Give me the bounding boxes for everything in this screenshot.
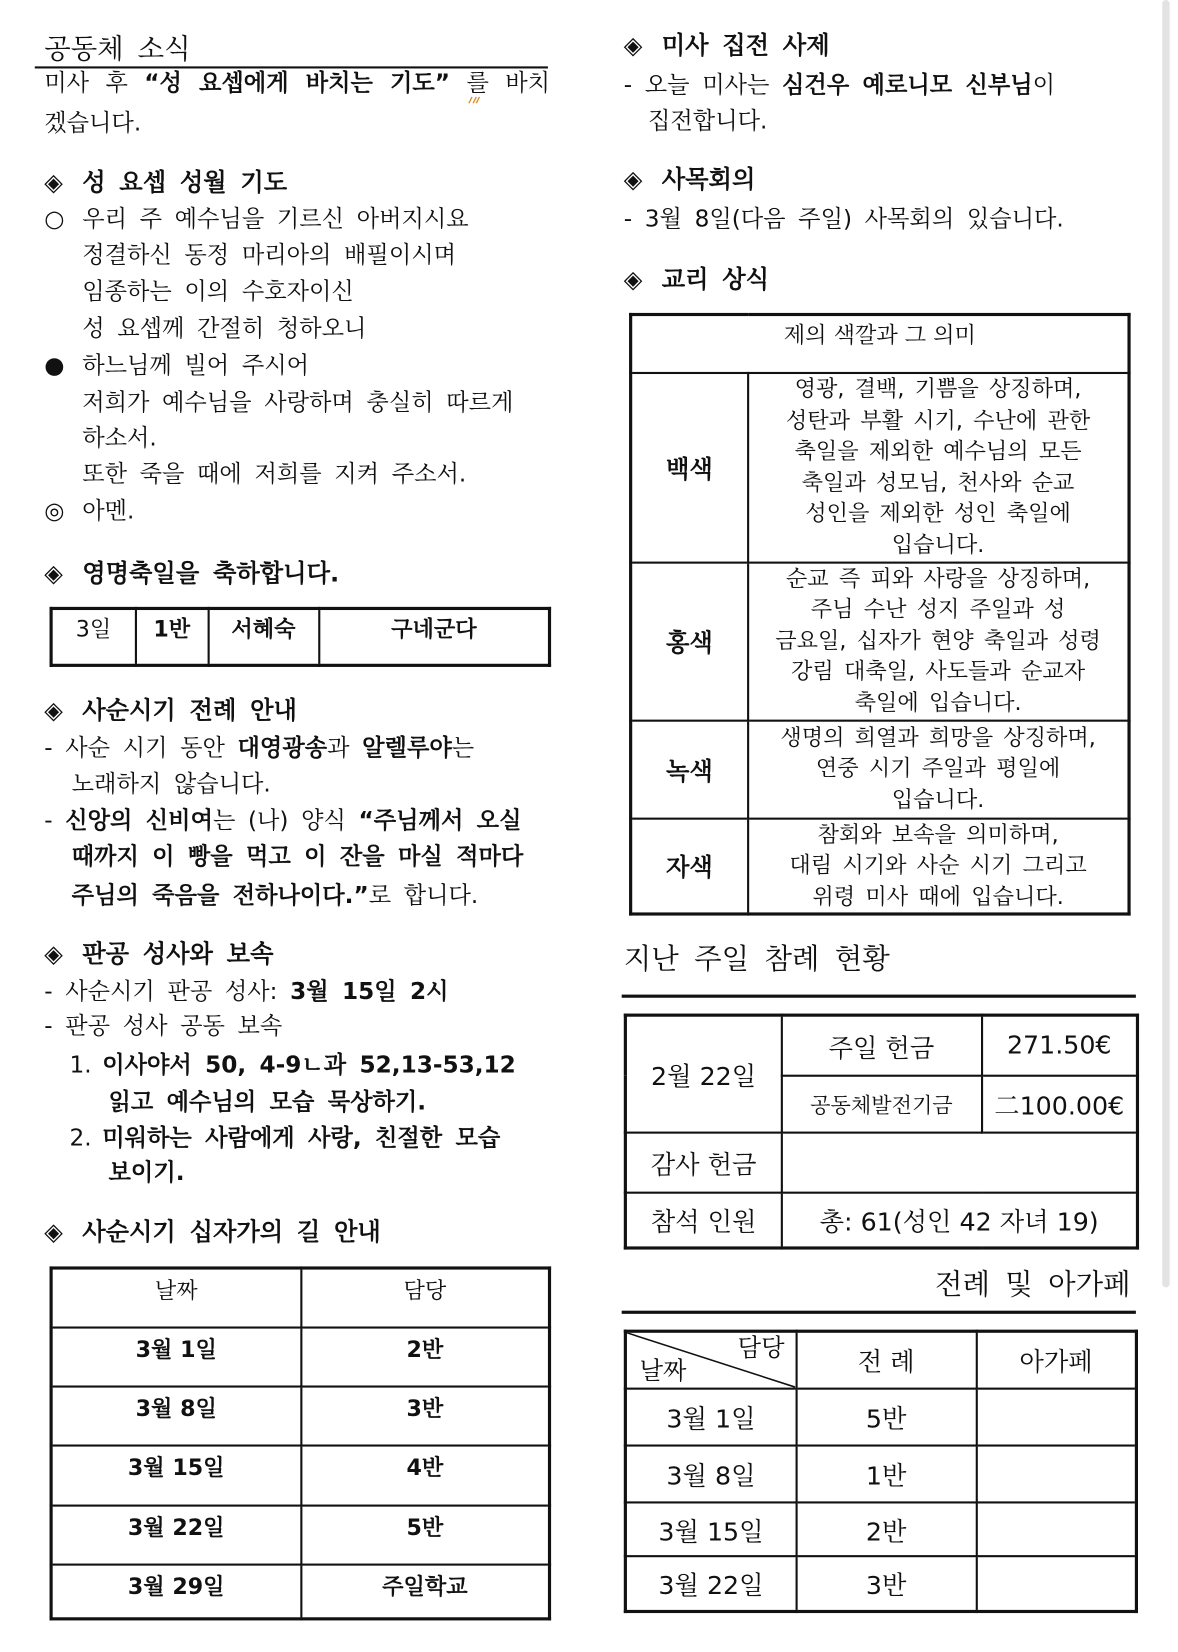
name-day-table [50, 607, 552, 667]
table-row [625, 1132, 1137, 1192]
mystery-of-faith-text: 신앙의 신비여 [65, 808, 213, 835]
diagonal-header-cell [625, 1331, 796, 1388]
filled-circle-mark: ● [44, 352, 65, 380]
penance-item-number: 2. [69, 1125, 92, 1152]
celebrant-name: 심건우 예로니모 신부님 [782, 72, 1033, 100]
color-meaning [748, 818, 1129, 914]
diamond-bullet-icon: ◈ [44, 1219, 63, 1247]
diamond-bullet-icon: ◈ [44, 940, 63, 969]
spellcheck-squiggle-icon [468, 95, 481, 104]
diamond-bullet-icon: ◈ [623, 166, 643, 194]
double-circle-mark: ◎ [44, 498, 65, 525]
section-heading-confession [44, 937, 273, 973]
intro-text: 미사 후 [44, 70, 145, 97]
vestment-colors-table [629, 313, 1131, 916]
prayer-line: 성 요셉께 간절히 청하오니 [82, 316, 367, 343]
name-day-person: 서혜숙 [208, 608, 319, 665]
column-header-agape: 아가페 [976, 1331, 1136, 1388]
heading-text: 성 요셉 성월 기도 [82, 169, 288, 198]
diamond-bullet-icon: ◈ [44, 697, 63, 725]
prayer-line: 하느님께 빌어 주시어 [82, 352, 310, 380]
text-run: 과 [327, 735, 363, 762]
liturgy-group: 3반 [796, 1556, 976, 1612]
meaning-line: 대림 시기와 사순 시기 그리고 [789, 852, 1087, 878]
table-row [625, 1556, 1136, 1612]
section-heading-doctrine [624, 262, 769, 298]
meaning-line: 주님 수난 성지 주일과 성 [810, 596, 1066, 622]
liturgy-group: 5반 [796, 1388, 976, 1445]
heading-text: 사목회의 [661, 166, 756, 194]
sunday-offering-value: 271.50€ [982, 1015, 1138, 1075]
table-row [625, 1445, 1136, 1502]
meaning-line: 위령 미사 때에 입습니다. [812, 883, 1064, 909]
attendance-title-rule [622, 995, 1136, 998]
penance-item-text: 보이기. [108, 1160, 185, 1187]
penance-item-text: 읽고 예수님의 모습 묵상하기. [108, 1089, 427, 1116]
table-row [625, 1388, 1136, 1445]
column-header-duty: 담당 [737, 1334, 785, 1363]
meaning-line: 순교 즉 피와 사랑을 상징하며, [785, 565, 1091, 591]
station-date: 3월 15일 [51, 1445, 301, 1505]
station-group: 4반 [301, 1445, 550, 1505]
meaning-line: 성인을 제외한 성인 축일에 [805, 500, 1071, 526]
station-group: 주일학교 [301, 1564, 550, 1619]
meaning-line: 입습니다. [891, 531, 985, 557]
attendance-date: 2월 22일 [625, 1015, 781, 1132]
meaning-line: 연중 시기 주일과 평일에 [815, 755, 1061, 781]
diamond-bullet-icon: ◈ [44, 560, 63, 588]
station-date: 3월 29일 [51, 1564, 301, 1619]
liturgy-date: 3월 1일 [625, 1388, 796, 1445]
agape-group [976, 1502, 1136, 1556]
text-run: 이 [1032, 72, 1056, 100]
table-row [625, 1015, 1137, 1075]
section-heading-joseph-prayer [44, 165, 287, 201]
stations-table [50, 1266, 552, 1620]
lent-line-1 [44, 731, 474, 767]
penance-item-text: 미워하는 사람에게 사랑, 친절한 모습 [102, 1125, 501, 1152]
meaning-line: 생명의 희열과 희망을 상징하며, [780, 724, 1096, 750]
meaning-line: 금요일, 십자가 현양 축일과 성령 [775, 627, 1101, 653]
attendees-value: 총: 61(성인 42 자녀 19) [781, 1192, 1137, 1248]
heading-text: 미사 집전 사제 [661, 32, 830, 61]
section-heading-council [624, 162, 756, 198]
station-group: 5반 [301, 1505, 550, 1564]
station-date: 3월 1일 [51, 1327, 301, 1386]
attendance-title: 지난 주일 참례 현황 [623, 942, 890, 976]
table-row [631, 720, 1129, 818]
table-header-row [625, 1331, 1136, 1388]
alleluia-text: 알렐루야 [362, 735, 452, 762]
penance-item-text: 이사야서 50, 4-9ㄴ과 52,13-53,12 [102, 1052, 516, 1079]
liturgy-agape-title: 전례 및 아가페 [934, 1268, 1131, 1302]
acclamation-text: “주님께서 오실 [358, 808, 522, 835]
meaning-line: 축일과 성모님, 천사와 순교 [801, 469, 1075, 495]
table-row [631, 562, 1129, 720]
section-heading-stations [44, 1215, 381, 1251]
text-run: 로 합니다. [368, 882, 479, 910]
station-group: 3반 [301, 1386, 550, 1445]
section-heading-mass-celebrant [624, 28, 830, 64]
prayer-line: 또한 죽을 때에 저희를 지켜 주소서. [82, 461, 467, 488]
prayer-line: 우리 주 예수님을 기르신 아버지시요 [82, 206, 469, 233]
meaning-line: 축일에 입습니다. [854, 689, 1022, 716]
development-fund-label: 공동체발전기금 [781, 1075, 981, 1132]
agape-group [976, 1556, 1136, 1612]
text-run: - 사순 시기 동안 [44, 735, 238, 762]
development-fund-value: 二100.00€ [982, 1075, 1138, 1132]
color-label-white: 백색 [631, 372, 748, 562]
table-title: 제의 색깔과 그 의미 [631, 314, 1129, 372]
intro-text: 를 바치 [450, 70, 551, 97]
penance-item-number: 1. [69, 1052, 92, 1079]
liturgy-agape-table [624, 1330, 1138, 1613]
liturgy-date: 3월 15일 [625, 1502, 796, 1556]
heading-text: 사순시기 십자가의 길 안내 [82, 1219, 381, 1247]
liturgy-group: 2반 [796, 1502, 976, 1556]
prayer-line: 하소서. [82, 425, 157, 452]
color-label-violet: 자색 [631, 818, 748, 914]
diamond-bullet-icon: ◈ [44, 169, 63, 198]
text-run: - 사순시기 판공 성사: [44, 978, 291, 1006]
liturgy-agape-title-rule [622, 1311, 1136, 1314]
table-row [51, 608, 549, 665]
attendees-label: 참석 인원 [625, 1192, 781, 1248]
open-circle-mark: ○ [44, 206, 65, 233]
meaning-line: 강림 대축일, 사도들과 순교자 [790, 658, 1086, 685]
column-header-duty: 담당 [301, 1268, 550, 1327]
color-label-red: 홍색 [631, 562, 748, 720]
table-row [51, 1386, 549, 1445]
heading-text: 판공 성사와 보속 [82, 940, 274, 969]
mass-line-1 [624, 68, 1055, 104]
attendance-table [624, 1014, 1139, 1250]
acclamation-text: 주님의 죽음을 전하나이다.” [71, 882, 369, 910]
meaning-line: 영광, 결백, 기쁨을 상징하며, [794, 376, 1082, 402]
confession-time: 3월 15일 2시 [290, 978, 449, 1006]
thanksgiving-offering-label: 감사 헌금 [625, 1132, 781, 1192]
color-meaning [748, 720, 1129, 818]
lent-line-5 [72, 879, 479, 915]
name-day-date: 3일 [51, 608, 135, 665]
meaning-line: 성탄과 부활 시기, 수난에 관한 [785, 407, 1091, 433]
name-day-group: 1반 [135, 608, 208, 665]
mass-line-2: 집전합니다. [648, 108, 768, 135]
meaning-line: 축일을 제외한 예수님의 모든 [794, 438, 1082, 464]
confession-line-2: - 판공 성사 공동 보속 [44, 1013, 283, 1040]
prayer-title-text: “성 요셉에게 바치는 기도” [144, 70, 451, 97]
table-row [51, 1505, 549, 1564]
color-label-green: 녹색 [631, 720, 748, 818]
council-line: - 3월 8일(다음 주일) 사목회의 있습니다. [623, 206, 1064, 233]
table-row [51, 1445, 549, 1505]
confession-line-1 [44, 975, 448, 1011]
agape-group [976, 1445, 1136, 1502]
color-meaning [748, 372, 1129, 562]
table-header-row [631, 314, 1129, 372]
heading-text: 교리 상식 [661, 266, 770, 294]
table-row [631, 372, 1129, 562]
liturgy-group: 1반 [796, 1445, 976, 1502]
prayer-line: 정결하신 동정 마리아의 배필이시며 [82, 242, 457, 269]
table-row [51, 1564, 549, 1619]
station-date: 3월 8일 [51, 1386, 301, 1445]
prayer-line: 아멘. [82, 498, 135, 525]
meaning-line: 입습니다. [891, 786, 985, 813]
section-heading-name-day [44, 556, 339, 592]
color-meaning [748, 562, 1129, 720]
liturgy-date: 3월 8일 [625, 1445, 796, 1502]
liturgy-date: 3월 22일 [625, 1556, 796, 1612]
lent-line-2: 노래하지 않습니다. [71, 771, 271, 798]
station-group: 2반 [301, 1327, 550, 1386]
name-day-saint: 구네군다 [319, 608, 550, 665]
diamond-bullet-icon: ◈ [623, 32, 643, 61]
column-header-date: 날짜 [51, 1268, 301, 1327]
prayer-line: 저희가 예수님을 사랑하며 충실히 따르게 [82, 389, 514, 417]
text-run: - 오늘 미사는 [623, 72, 783, 100]
section-heading-lent-liturgy [44, 693, 297, 729]
station-date: 3월 22일 [51, 1505, 301, 1564]
table-row [625, 1192, 1137, 1248]
thanksgiving-offering-value [781, 1132, 1137, 1192]
table-row [631, 818, 1129, 914]
column-header-liturgy: 전 례 [796, 1331, 976, 1388]
intro-line-2: 겠습니다. [44, 110, 142, 137]
text-run: - [44, 808, 66, 835]
table-row [625, 1502, 1136, 1556]
lent-line-4: 때까지 이 빵을 먹고 이 잔을 마실 적마다 [71, 843, 524, 871]
text-run: 는 (나) 양식 [212, 808, 359, 835]
meaning-line: 참회와 보속을 의미하며, [817, 821, 1059, 847]
agape-group [976, 1388, 1136, 1445]
table-row [51, 1327, 549, 1386]
text-run: 는 [451, 735, 475, 762]
vertical-scrollbar[interactable] [1162, 0, 1169, 1287]
prayer-line: 임종하는 이의 수호자이신 [82, 279, 354, 306]
diamond-bullet-icon: ◈ [623, 266, 643, 294]
row-header-date: 날짜 [639, 1357, 687, 1385]
heading-text: 영명축일을 축하합니다. [82, 560, 340, 588]
sunday-offering-label: 주일 헌금 [781, 1015, 981, 1075]
community-news-title: 공동체 소식 [44, 33, 191, 66]
lent-line-3 [44, 804, 521, 840]
gloria-text: 대영광송 [237, 735, 328, 762]
heading-text: 사순시기 전례 안내 [82, 697, 297, 725]
table-header-row [51, 1268, 549, 1327]
